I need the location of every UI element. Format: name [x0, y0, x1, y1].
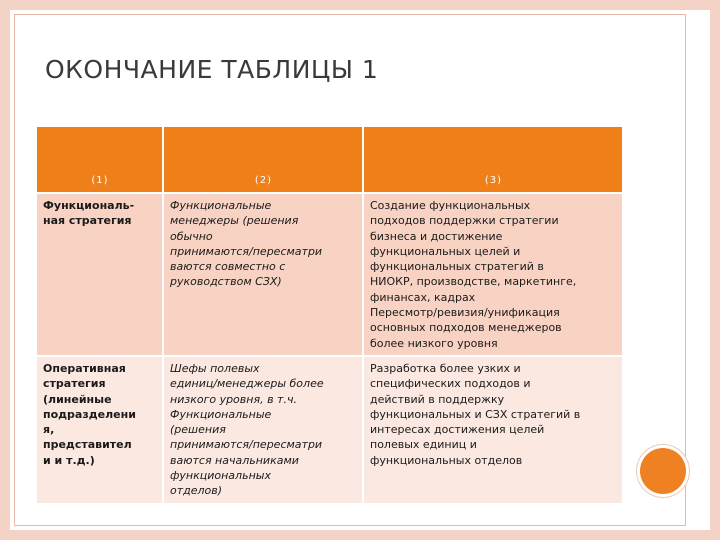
strategy-level-cell	[36, 193, 163, 356]
description-cell	[363, 356, 623, 504]
cell-text: Функциональ- ная стратегия	[43, 199, 135, 228]
cell-text: Разработка более узких и специфических подходов и действий в поддержку функциональных и СЗХ стратегий в интересах достижения целей полевых единиц и функциональных отделов	[370, 361, 581, 467]
table-header-cell: (2)	[163, 126, 363, 193]
cell-text: Шефы полевых единиц/менеджеры более низкого уровня, в т.ч. Функциональные (решения принимаются/пересматри ваются начальниками функциональных отделов)	[170, 361, 324, 498]
cell-text: Создание функциональных подходов поддержки стратегии бизнеса и достижение функциональных целей и функциональных стратегий в НИОКР, производстве, маркетинге, финансах, кадрах Пересмотр/ревизия/унификация основных подходов менеджеров более низкого уровня	[370, 199, 577, 350]
table-row	[36, 356, 623, 504]
description-cell	[363, 193, 623, 356]
slide-title: ОКОНЧАНИЕ ТАБЛИЦЫ 1	[45, 55, 379, 84]
responsible-cell	[163, 193, 363, 356]
decorative-circle	[640, 448, 686, 494]
cell-text: Функциональные менеджеры (решения обычно принимаются/пересматри ваются совместно с руководством СЗХ)	[170, 199, 323, 289]
responsible-cell	[163, 356, 363, 504]
table-row	[36, 193, 623, 356]
table-header-cell: (1)	[36, 126, 163, 193]
strategy-level-cell	[36, 356, 163, 504]
table-header-row	[36, 126, 623, 193]
cell-text: Оперативная стратегия (линейные подразделени я, представител и и т.д.)	[43, 361, 136, 467]
table-header-cell: (3)	[363, 126, 623, 193]
strategy-table	[35, 125, 624, 505]
slide-right-band	[685, 14, 703, 526]
